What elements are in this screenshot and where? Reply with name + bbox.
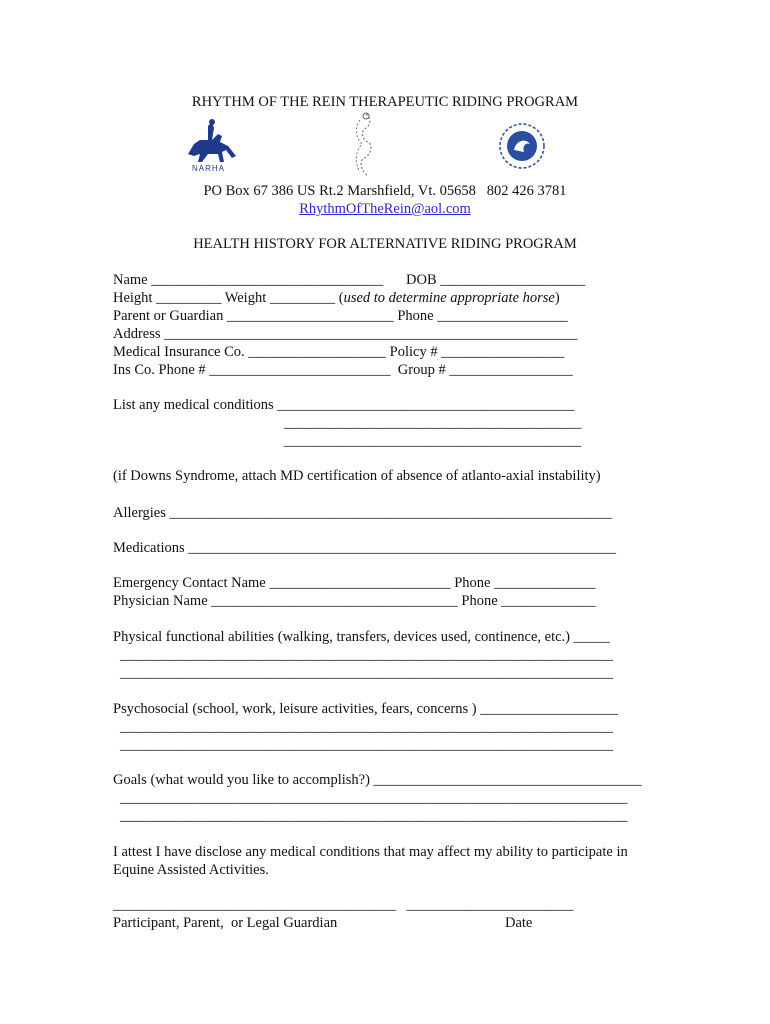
medical-conditions-field[interactable]: List any medical conditions _________________________________________: [113, 397, 575, 413]
name-field[interactable]: Name ________________________________: [113, 272, 384, 288]
medical-insurance-field[interactable]: Medical Insurance Co. ___________________ Policy # _________________: [113, 344, 565, 360]
parent-guardian-field[interactable]: Parent or Guardian _______________________ Phone __________________: [113, 308, 568, 324]
physical-abilities-field[interactable]: Physical functional abilities (walking, transfers, devices used, continence, etc.) _____: [113, 629, 610, 645]
medical-conditions-line-3[interactable]: _________________________________________: [284, 433, 582, 449]
goals-line-3[interactable]: ______________________________________________________________________: [120, 808, 628, 824]
narha-logo-caption: NARHA: [192, 164, 226, 173]
height-weight-text: Height _________ Weight _________ (: [113, 290, 344, 306]
date-label: Date: [505, 915, 533, 931]
psychosocial-line-3[interactable]: ____________________________________________________________________: [120, 737, 613, 753]
signature-date-lines[interactable]: _______________________________________ _______________________: [113, 897, 574, 913]
dancer-logo: [346, 110, 386, 182]
address-field[interactable]: Address _________________________________________________________: [113, 326, 578, 342]
emergency-contact-field[interactable]: Emergency Contact Name _________________________ Phone ______________: [113, 575, 596, 591]
physician-field[interactable]: Physician Name __________________________________ Phone _____________: [113, 593, 596, 609]
circle-horse-logo: [496, 120, 548, 172]
physical-abilities-line-3[interactable]: ____________________________________________________________________: [120, 665, 613, 681]
medical-conditions-line-2[interactable]: _________________________________________: [284, 415, 582, 431]
goals-field[interactable]: Goals (what would you like to accomplish?) _____________________________________: [113, 772, 642, 788]
ins-co-phone-field[interactable]: Ins Co. Phone # _________________________ Group # _________________: [113, 362, 573, 378]
allergies-field[interactable]: Allergies _____________________________________________________________: [113, 505, 612, 521]
height-weight-note: used to determine appropriate horse: [343, 290, 555, 306]
goals-line-2[interactable]: ______________________________________________________________________: [120, 790, 628, 806]
narha-logo: [178, 116, 244, 180]
height-weight-close: ): [554, 290, 560, 306]
height-weight-field[interactable]: [113, 289, 560, 307]
signature-label: Participant, Parent, or Legal Guardian: [113, 915, 338, 931]
medications-field[interactable]: Medications ___________________________________________________________: [113, 540, 617, 556]
dob-field[interactable]: DOB ____________________: [406, 272, 586, 288]
psychosocial-line-2[interactable]: ____________________________________________________________________: [120, 719, 613, 735]
attestation-line-1: I attest I have disclose any medical conditions that may affect my ability to participate in: [113, 844, 628, 860]
downs-syndrome-note: (if Downs Syndrome, attach MD certification of absence of atlanto-axial instability): [113, 468, 601, 484]
form-title: HEALTH HISTORY FOR ALTERNATIVE RIDING PROGRAM: [193, 236, 577, 252]
program-title: RHYTHM OF THE REIN THERAPEUTIC RIDING PROGRAM: [191, 94, 579, 110]
physical-abilities-line-2[interactable]: ____________________________________________________________________: [120, 647, 613, 663]
attestation-line-2: Equine Assisted Activities.: [113, 862, 269, 878]
psychosocial-field[interactable]: Psychosocial (school, work, leisure activities, fears, concerns ) ___________________: [113, 701, 618, 717]
contact-email[interactable]: RhythmOfTheRein@aol.com: [299, 201, 471, 217]
contact-address: PO Box 67 386 US Rt.2 Marshfield, Vt. 05658 802 426 3781: [203, 183, 567, 199]
